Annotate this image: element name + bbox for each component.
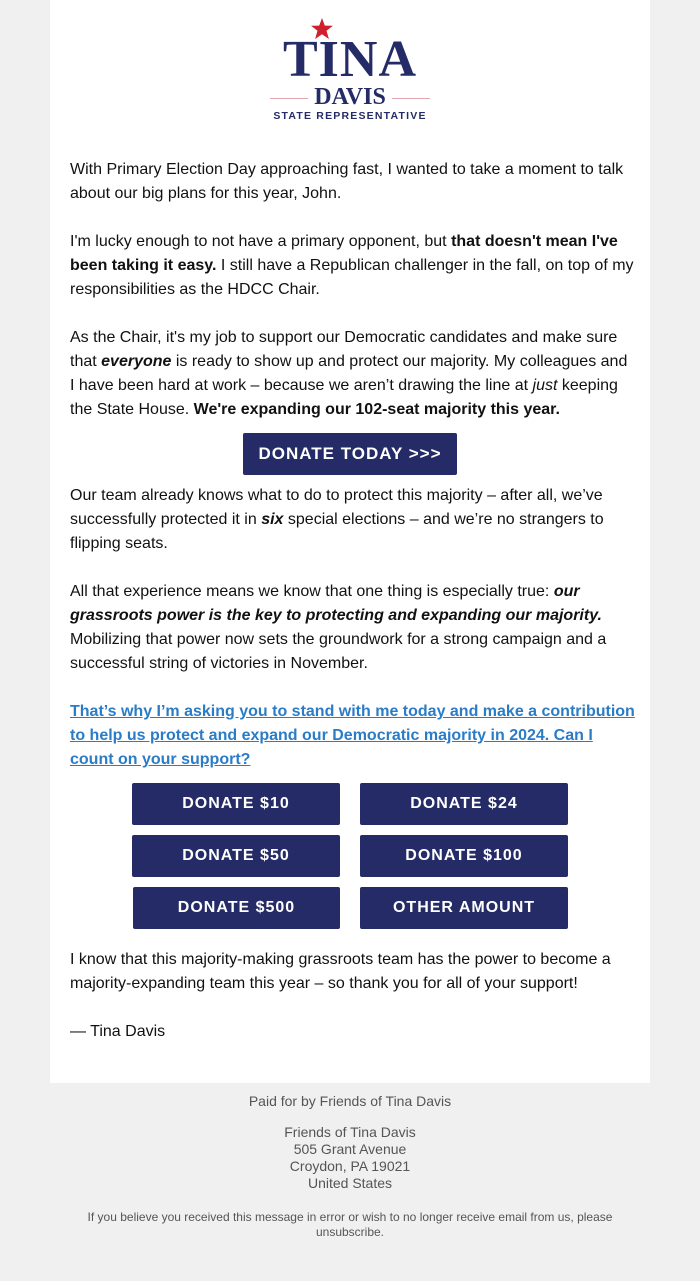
text-segment: As the Chair, it's my job to support our Democratic candidates and make sure that: [70, 329, 618, 370]
text-emphasis: everyone: [101, 353, 172, 370]
text-segment: is ready to show up and protect our majority. My colleagues and I have been hard at work – because we aren’t drawing the line at: [70, 353, 628, 394]
other-amount-button[interactable]: OTHER AMOUNT: [360, 887, 568, 929]
signoff-text: — Tina Davis: [70, 1023, 166, 1040]
text-segment: Mobilizing that power now sets the groundwork for a strong campaign and a successful string of victories in November.: [70, 631, 607, 672]
email-card: [50, 0, 650, 1083]
text-segment: keeping the State House.: [70, 377, 618, 418]
donate-24-button[interactable]: DONATE $24: [360, 783, 568, 825]
text-emphasis: our grassroots power is the key to protecting and expanding our majority.: [70, 583, 602, 624]
paragraph-thanks-text: I know that this majority-making grassroots team has the power to become a majority-expanding team this year – so thank you for all of your support!: [70, 951, 611, 992]
text-italic: just: [532, 377, 558, 394]
footer-street: 505 Grant Avenue: [293, 1141, 407, 1157]
text-segment: special elections – and we’re no strangers to flipping seats.: [70, 511, 604, 552]
paragraph-thanks: [70, 948, 635, 996]
footer-country: United States: [307, 1175, 393, 1191]
paid-for-disclaimer: Paid for by Friends of Tina Davis: [248, 1093, 452, 1109]
text-segment: All that experience means we know that one thing is especially true:: [70, 583, 554, 600]
text-segment: I still have a Republican challenger in the fall, on top of my responsibilities as the HDCC Chair.: [70, 257, 634, 298]
paragraph-intro: [70, 158, 635, 206]
text-emphasis: that doesn't mean I've been taking it easy.: [70, 233, 618, 274]
donate-500-button[interactable]: DONATE $500: [133, 887, 340, 929]
donate-100-button[interactable]: DONATE $100: [360, 835, 568, 877]
paragraph-intro-text: With Primary Election Day approaching fast, I wanted to take a moment to talk about our big plans for this year, John.: [70, 161, 624, 202]
paragraph-grassroots: [70, 580, 635, 676]
text-emphasis: six: [261, 511, 284, 528]
paragraph-chair: [70, 326, 635, 422]
paragraph-ask: [70, 700, 635, 772]
footer-org: Friends of Tina Davis: [284, 1124, 416, 1140]
donate-50-button[interactable]: DONATE $50: [132, 835, 340, 877]
text-segment: I'm lucky enough to not have a primary opponent, but: [70, 233, 452, 250]
footer-city: Croydon, PA 19021: [289, 1158, 411, 1174]
logo-subtitle: STATE REPRESENTATIVE: [273, 110, 427, 122]
text-segment: Our team already knows what to do to protect this majority – after all, we’ve successfully protected it in: [70, 487, 603, 528]
unsubscribe-notice[interactable]: If you believe you received this message in error or wish to no longer receive email from us, please unsubscribe.: [87, 1210, 613, 1239]
campaign-logo: [270, 18, 430, 126]
text-emphasis: We're expanding our 102-seat majority this year.: [193, 401, 560, 418]
paragraph-opponent: [70, 230, 635, 302]
paragraph-team: [70, 484, 635, 556]
donate-today-button[interactable]: DONATE TODAY >>>: [243, 433, 457, 475]
logo-last-name: DAVIS: [314, 84, 386, 110]
contribution-ask-link[interactable]: That’s why I’m asking you to stand with me today and make a contribution to help us protect and expand our Democratic majority in 2024. Can I count on your support?: [70, 703, 635, 768]
logo-first-name: TINA: [282, 31, 418, 88]
donate-10-button[interactable]: DONATE $10: [132, 783, 340, 825]
signoff: [70, 1020, 635, 1044]
